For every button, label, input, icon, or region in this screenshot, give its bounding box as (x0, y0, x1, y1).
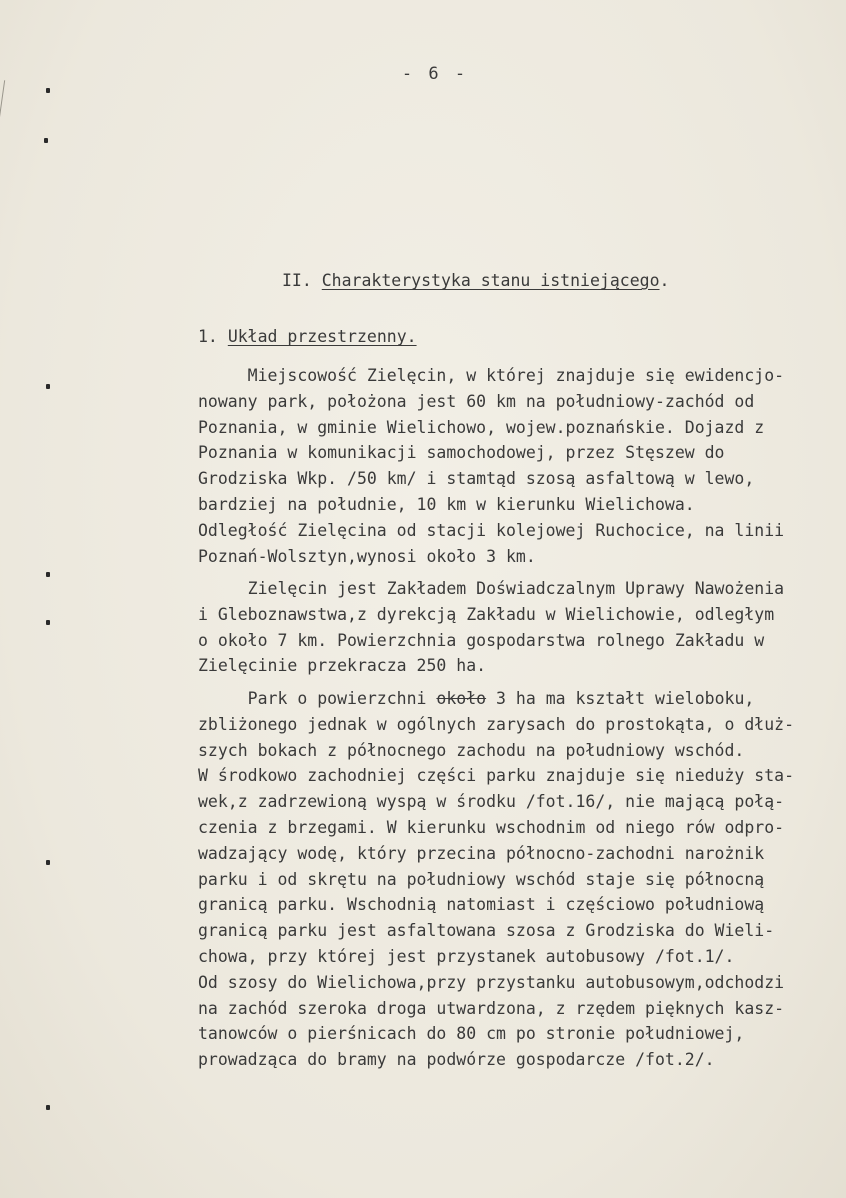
binding-hole-mark (46, 620, 50, 625)
struck-out-word: około (436, 689, 487, 708)
subsection-heading (198, 327, 417, 346)
section-number: II. (282, 271, 312, 290)
text-line: chowa, przy której jest przystanek autobusowy /fot.1/. (198, 946, 735, 966)
binding-hole-mark (46, 572, 50, 577)
paragraph-location (198, 363, 838, 569)
section-heading (282, 271, 669, 290)
binding-hole-mark (46, 88, 50, 93)
text-line: Poznania, w gminie Wielichowo, wojew.poznańskie. Dojazd z (198, 417, 765, 437)
text-line: szych bokach z północnego zachodu na południowy wschód. (198, 740, 745, 760)
text-fragment: Park o powierzchni (198, 689, 437, 708)
text-line: wek,z zadrzewioną wyspą w środku /fot.16/, nie mającą połą- (198, 792, 785, 812)
text-line: Poznania w komunikacji samochodowej, przez Stęszew do (198, 443, 725, 463)
subsection-title: Układ przestrzenny. (227, 327, 417, 346)
section-title: Charakterystyka stanu istniejącego (321, 271, 660, 290)
section-title-period: . (659, 271, 670, 290)
binding-hole-mark (46, 860, 50, 865)
text-line: tanowców o pierśnicach do 80 cm po stronie południowej, (198, 1024, 745, 1044)
text-line: na zachód szeroka droga utwardzona, z rzędem pięknych kasz- (198, 998, 785, 1018)
text-line: Zielęcinie przekracza 250 ha. (198, 656, 487, 676)
text-fragment: 3 ha ma kształt wieloboku, (486, 689, 755, 708)
paragraph-park-description (198, 686, 838, 1073)
text-line: Od szosy do Wielichowa,przy przystanku autobusowym,odchodzi (198, 972, 785, 992)
text-line: Grodziska Wkp. /50 km/ i stamtąd szosą asfaltową w lewo, (198, 469, 755, 489)
text-line: wadzający wodę, który przecina północno-zachodni narożnik (198, 843, 765, 863)
text-line: Miejscowość Zielęcin, w której znajduje się ewidencjo- (198, 366, 785, 385)
text-line: W środkowo zachodniej części parku znajduje się nieduży sta- (198, 766, 795, 786)
paragraph-institution (198, 576, 838, 679)
text-line: nowany park, położona jest 60 km na południowy-zachód od (198, 391, 755, 411)
binding-hole-mark (44, 138, 48, 143)
text-line: prowadząca do bramy na podwórze gospodarcze /fot.2/. (198, 1050, 715, 1070)
text-line: Poznań-Wolsztyn,wynosi około 3 km. (198, 546, 536, 566)
text-line: granicą parku. Wschodnią natomiast i częściowo południową (198, 895, 765, 915)
text-line-first (198, 686, 838, 712)
text-line: czenia z brzegami. W kierunku wschodnim od niego rów odpro- (198, 817, 785, 837)
text-line: bardziej na południe, 10 km w kierunku Wielichowa. (198, 494, 695, 514)
binding-hole-mark (46, 1105, 50, 1110)
text-line: o około 7 km. Powierzchnia gospodarstwa rolnego Zakładu w (198, 630, 765, 650)
scan-edge-line (0, 80, 5, 140)
text-line: zbliżonego jednak w ogólnych zarysach do prostokąta, o dłuż- (198, 714, 795, 734)
text-line: granicą parku jest asfaltowana szosa z Grodziska do Wieli- (198, 921, 775, 941)
text-line: i Gleboznawstwa,z dyrekcją Zakładu w Wielichowie, odległym (198, 604, 775, 624)
text-line: Zielęcin jest Zakładem Doświadczalnym Uprawy Nawożenia (198, 579, 785, 598)
binding-hole-mark (46, 384, 50, 389)
text-line: parku i od skrętu na południowy wschód staje się północną (198, 869, 765, 889)
page-number: - 6 - (401, 64, 469, 84)
text-line: Odległość Zielęcina od stacji kolejowej Ruchocice, na linii (198, 520, 785, 540)
subsection-number: 1. (198, 327, 218, 346)
